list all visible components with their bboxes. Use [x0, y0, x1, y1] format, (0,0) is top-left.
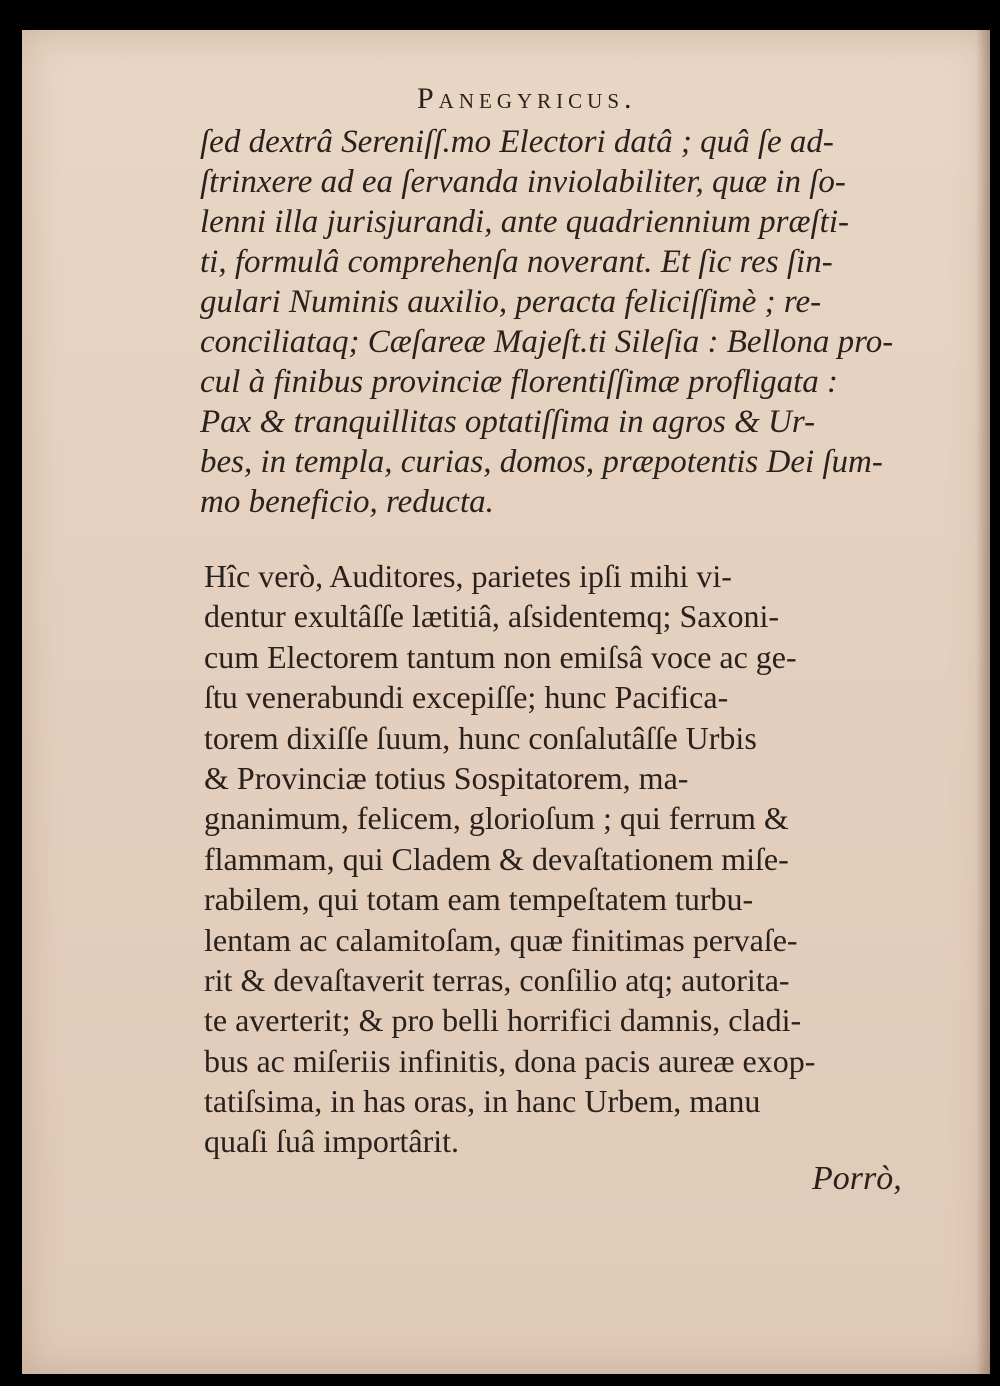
text-line: Hîc verò, Auditores, parietes ipſi mihi vi- [204, 558, 732, 594]
text-line: tatiſsima, in has oras, in hanc Urbem, manu [204, 1083, 761, 1120]
text-line: flammam, qui Cladem & devaſtationem miſe- [204, 840, 789, 877]
text-line: rit & devaſtaverit terras, conſilio atq; autorita- [204, 961, 790, 998]
text-line: lentam ac calamitoſam, quæ finitimas pervaſe- [204, 921, 798, 958]
text-line: quaſi ſuâ importârit. [204, 1123, 460, 1160]
text-line: te averterit; & pro belli horrifici damnis, cladi- [204, 1002, 802, 1039]
book-page [22, 30, 990, 1374]
catchword: Porrò, [812, 1160, 902, 1197]
running-header: Panegyricus. [417, 82, 637, 115]
text-line: cum Electorem tantum non emiſsâ voce ac ge- [204, 638, 797, 675]
text-line: ſtu venerabundi excepiſſe; hunc Pacifica- [204, 679, 729, 716]
text-line: ti, formulâ comprehenſa noverant. Et ſic res ſin- [200, 244, 833, 280]
text-line: torem dixiſſe ſuum, hunc conſalutâſſe Urbis [204, 719, 757, 756]
text-line: ſed dextrâ Sereniſſ.mo Electori datâ ; quâ ſe ad- [200, 124, 834, 160]
text-line: rabilem, qui totam eam tempeſtatem turbu- [204, 881, 754, 918]
text-line: mo beneficio, reducta. [200, 484, 494, 520]
text-line: ſtrinxere ad ea ſervanda inviolabiliter, quæ in ſo- [200, 164, 846, 200]
text-line: bes, in templa, curias, domos, præpotentis Dei ſum- [200, 444, 883, 480]
text-line: gulari Numinis auxilio, peracta feliciſſimè ; re- [200, 284, 822, 320]
text-line: Pax & tranquillitas optatiſſima in agros & Ur- [200, 404, 816, 440]
italic-passage [200, 122, 920, 522]
text-line: & Provinciæ totius Sospitatorem, ma- [204, 759, 689, 796]
text-line: dentur exultâſſe lætitiâ, aſsidentemq; Saxoni- [204, 598, 779, 635]
text-line: conciliataq; Cæſareæ Majeſt.ti Sileſia : Bellona pro- [200, 324, 894, 360]
text-line: lenni illa jurisjurandi, ante quadriennium præſti- [200, 204, 850, 240]
text-line: gnanimum, felicem, glorioſum ; qui ferrum & [204, 800, 789, 837]
text-line: cul à finibus provinciæ florentiſſimæ profligata : [200, 364, 838, 400]
text-line: bus ac miſeriis infinitis, dona pacis aureæ exop- [204, 1042, 816, 1079]
roman-passage [204, 556, 924, 1162]
